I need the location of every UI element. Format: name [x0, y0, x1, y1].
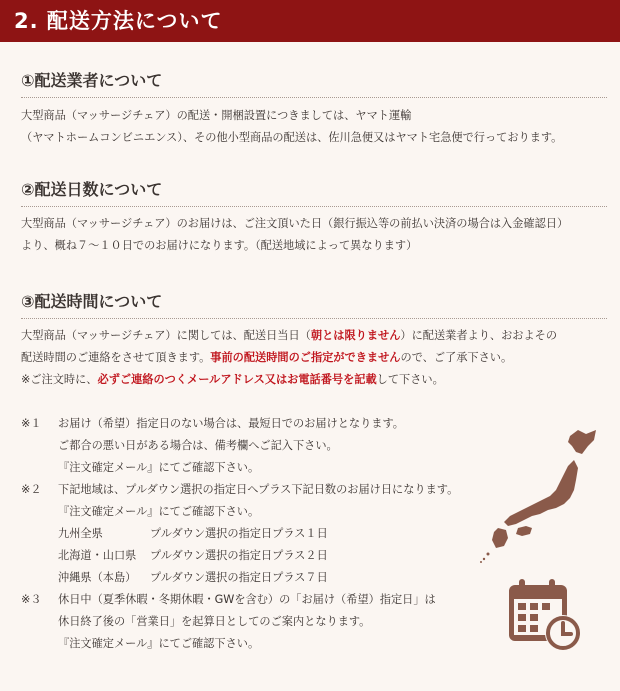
region-name: 北海道・山口県 [58, 549, 137, 562]
time-text-2 [21, 347, 611, 370]
note-3-line-2: 休日終了後の「営業日」を起算日としてのご案内となります。 [58, 615, 371, 628]
section-title-time: ③配送時間について [21, 289, 607, 319]
region-name: 九州全県 [58, 527, 103, 540]
days-text-1: 大型商品（マッサージチェア）のお届けは、ご注文頂いた日（銀行振込等の前払い決済の場合は入金確認日） [21, 217, 569, 230]
note-1-line-2: ご都合の悪い日がある場合は、備考欄へご記入下さい。 [58, 439, 338, 452]
time-text-2-highlight: 事前の配送時間のご指定ができません [210, 351, 401, 364]
time-text-1 [21, 325, 611, 348]
note-3-line-3: 『注文確定メール』にてご確認下さい。 [58, 637, 260, 650]
time-text-2b: ので、ご了承下さい。 [400, 351, 513, 364]
time-text-3b: して下さい。 [376, 373, 444, 386]
note-3-mark: ※３ [21, 593, 42, 606]
time-text-1a: 大型商品（マッサージチェア）に関しては、配送日当日（ [21, 329, 311, 342]
region-name: 沖縄県（本島） [58, 571, 137, 584]
region-value: プルダウン選択の指定日プラス２日 [150, 549, 328, 562]
time-text-3-highlight: 必ずご連絡のつくメールアドレス又はお電話番号を記載 [97, 373, 377, 386]
time-text-3a: ※ご注文時に、 [21, 373, 98, 386]
note-1-mark: ※１ [21, 417, 42, 430]
header-title: 2. 配送方法について [14, 9, 223, 33]
section-title-carrier: ①配送業者について [21, 68, 607, 98]
note-3-line-1: 休日中（夏季休暇・冬期休暇・GWを含む）の「お届け（希望）指定日」は [58, 593, 436, 606]
note-2-line-1: 下記地域は、プルダウン選択の指定日へプラス下記日数のお届け日になります。 [58, 483, 459, 496]
note-2-mark: ※２ [21, 483, 42, 496]
region-value: プルダウン選択の指定日プラス７日 [150, 571, 328, 584]
carrier-text-1: 大型商品（マッサージチェア）の配送・開梱設置につきましては、ヤマト運輸 [21, 109, 412, 122]
time-text-1b: ）に配送業者より、おおよその [400, 329, 558, 342]
note-1-line-3: 『注文確定メール』にてご確認下さい。 [58, 461, 260, 474]
time-text-3 [21, 369, 611, 392]
days-text-2: より、概ね７〜１０日でのお届けになります。（配送地域によって異なります） [21, 239, 418, 252]
time-text-2a: 配送時間のご連絡をさせて頂きます。 [21, 351, 211, 364]
page-header [0, 0, 620, 42]
note-2-line-2: 『注文確定メール』にてご確認下さい。 [58, 505, 260, 518]
section-title-days: ②配送日数について [21, 177, 607, 207]
note-1-line-1: お届け（希望）指定日のない場合は、最短日でのお届けとなります。 [58, 417, 404, 430]
region-value: プルダウン選択の指定日プラス１日 [150, 527, 328, 540]
time-text-1-highlight: 朝とは限りません [310, 329, 401, 342]
calendar-clock-icon [505, 577, 585, 657]
carrier-text-2: （ヤマトホームコンビニエンス）、その他小型商品の配送は、佐川急便又はヤマト宅急便で行っております。 [21, 131, 563, 144]
japan-map-icon [478, 424, 602, 564]
